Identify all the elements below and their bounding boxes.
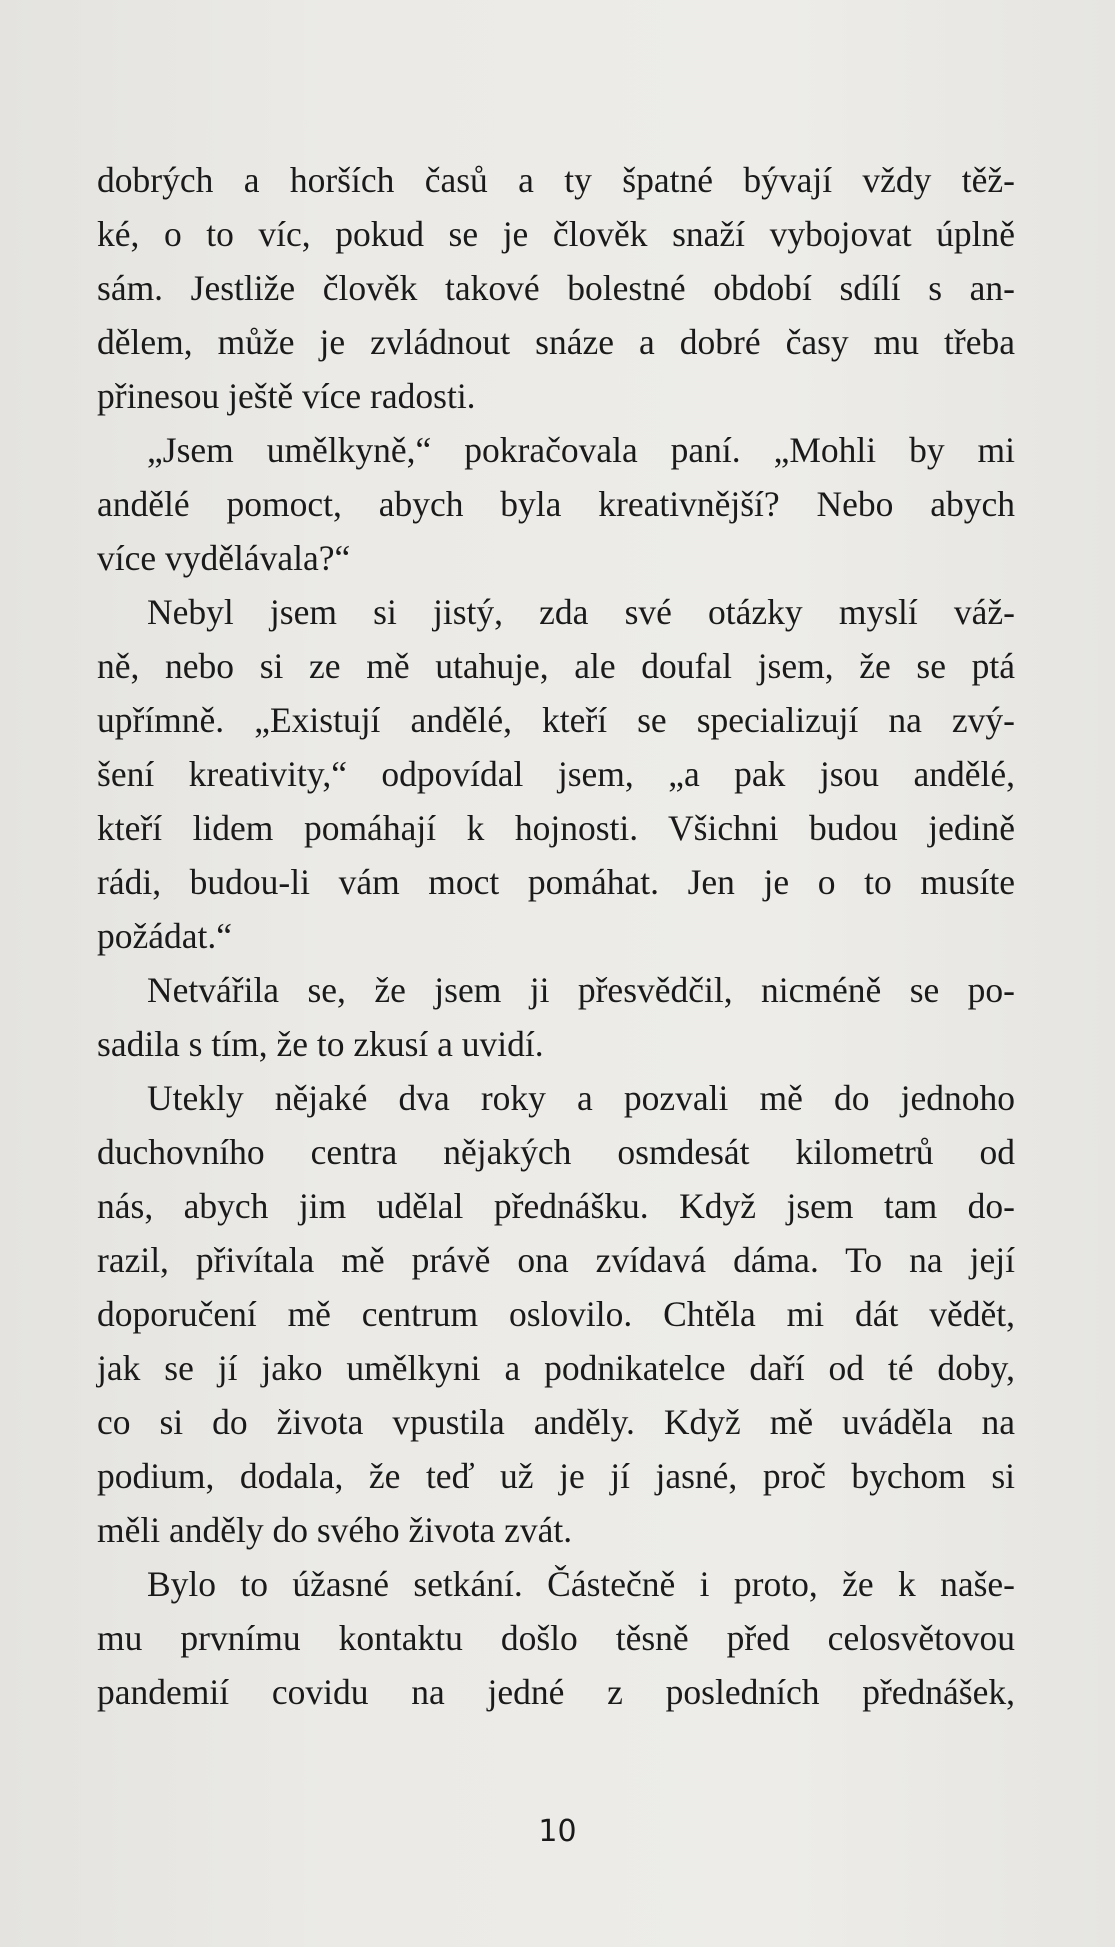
text-line: andělé pomoct, abych byla kreativnější? Nebo abych bbox=[97, 484, 1015, 524]
text-line: Bylo to úžasné setkání. Částečně i proto, že k naše- bbox=[147, 1564, 1015, 1604]
text-line: Utekly nějaké dva roky a pozvali mě do jednoho bbox=[147, 1078, 1015, 1118]
text-line: Netvářila se, že jsem ji přesvědčil, nicméně se po- bbox=[147, 970, 1015, 1010]
text-line: dobrých a horších časů a ty špatné bývají vždy těž- bbox=[97, 160, 1015, 200]
text-line: sadila s tím, že to zkusí a uvidí. bbox=[97, 1024, 544, 1064]
text-line: ké, o to víc, pokud se je člověk snaží vybojovat úplně bbox=[97, 214, 1015, 254]
text-line: podium, dodala, že teď už je jí jasné, proč bychom si bbox=[97, 1456, 1015, 1496]
text-line: „Jsem umělkyně,“ pokračovala paní. „Mohli by mi bbox=[147, 430, 1015, 470]
text-line: duchovního centra nějakých osmdesát kilometrů od bbox=[97, 1132, 1015, 1172]
text-line: rádi, budou-li vám moct pomáhat. Jen je o to musíte bbox=[97, 862, 1015, 902]
text-line: dělem, může je zvládnout snáze a dobré časy mu třeba bbox=[97, 322, 1015, 362]
text-line: co si do života vpustila anděly. Když mě uváděla na bbox=[97, 1402, 1015, 1442]
body-text bbox=[97, 153, 1015, 1719]
text-line: šení kreativity,“ odpovídal jsem, „a pak jsou andělé, bbox=[97, 754, 1015, 794]
text-line: přinesou ještě více radosti. bbox=[97, 376, 476, 416]
text-line: sám. Jestliže člověk takové bolestné období sdílí s an- bbox=[97, 268, 1015, 308]
text-line: mu prvnímu kontaktu došlo těsně před celosvětovou bbox=[97, 1618, 1015, 1658]
text-line: jak se jí jako umělkyni a podnikatelce daří od té doby, bbox=[97, 1348, 1015, 1388]
text-line: doporučení mě centrum oslovilo. Chtěla mi dát vědět, bbox=[97, 1294, 1015, 1334]
text-line: požádat.“ bbox=[97, 916, 233, 956]
page-number: 10 bbox=[538, 1814, 577, 1849]
text-line: ně, nebo si ze mě utahuje, ale doufal jsem, že se ptá bbox=[97, 646, 1015, 686]
text-line: kteří lidem pomáhají k hojnosti. Všichni budou jedině bbox=[97, 808, 1015, 848]
text-line: více vydělávala?“ bbox=[97, 538, 351, 578]
text-line: upřímně. „Existují andělé, kteří se specializují na zvý- bbox=[97, 700, 1015, 740]
text-line: pandemií covidu na jedné z posledních přednášek, bbox=[97, 1672, 1015, 1712]
text-line: měli anděly do svého života zvát. bbox=[97, 1510, 573, 1550]
text-line: nás, abych jim udělal přednášku. Když jsem tam do- bbox=[97, 1186, 1015, 1226]
text-line: Nebyl jsem si jistý, zda své otázky myslí váž- bbox=[147, 592, 1015, 632]
text-line: razil, přivítala mě právě ona zvídavá dáma. To na její bbox=[97, 1240, 1015, 1280]
